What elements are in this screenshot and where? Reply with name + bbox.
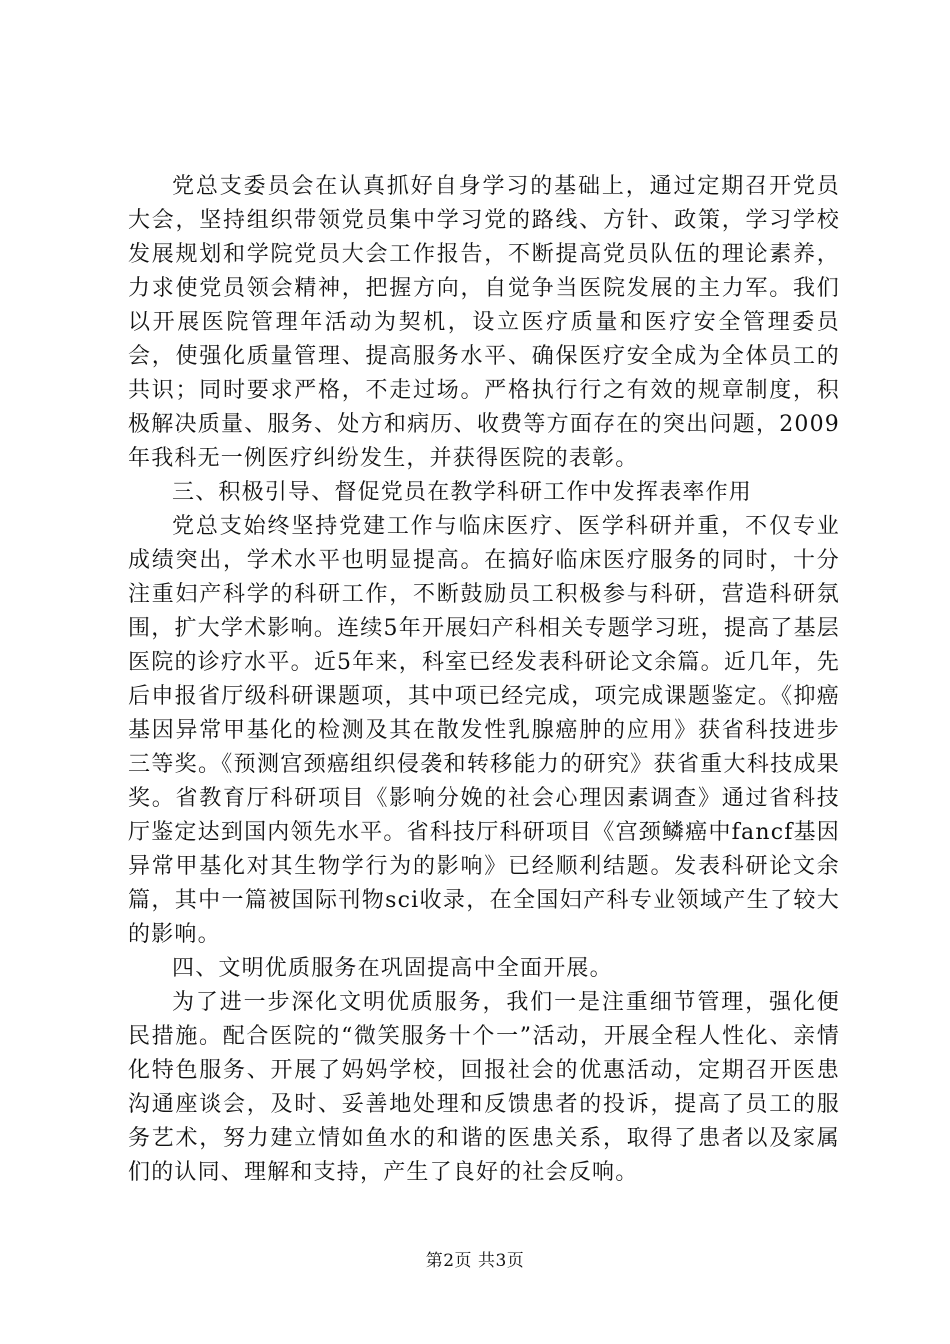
paragraph-service: 为了进一步深化文明优质服务，我们一是注重细节管理，强化便民措施。配合医院的“微笑服务十个一”活动，开展全程人性化、亲情化特色服务、开展了妈妈学校，回报社会的优惠活动，定期召开医患沟通座谈会，及时、妥善地处理和反馈患者的投诉，提高了员工的服务艺术，努力建立情如鱼水的和谐的医患关系，取得了患者以及家属们的认同、理解和支持，产生了良好的社会反响。 (128, 990, 840, 1185)
page-number-footer: 第2页 共3页 (425, 1251, 525, 1271)
section-heading-three: 三、积极引导、督促党员在教学科研工作中发挥表率作用 (172, 480, 753, 505)
section-heading-four: 四、文明优质服务在巩固提高中全面开展。 (172, 956, 613, 981)
document-body (128, 170, 840, 1190)
paragraph-research: 党总支始终坚持党建工作与临床医疗、医学科研并重，不仅专业成绩突出，学术水平也明显提高。在搞好临床医疗服务的同时，十分注重妇产科学的科研工作，不断鼓励员工积极参与科研，营造科研氛围，扩大学术影响。连续5年开展妇产科相关专题学习班，提高了基层医院的诊疗水平。近5年来，科室已经发表科研论文余篇。近几年，先后申报省厅级科研课题项，其中项已经完成，项完成课题鉴定。《抑癌基因异常甲基化的检测及其在散发性乳腺癌肿的应用》获省科技进步三等奖。《预测宫颈癌组织侵袭和转移能力的研究》获省重大科技成果奖。省教育厅科研项目《影响分娩的社会心理因素调查》通过省科技厅鉴定达到国内领先水平。省科技厅科研项目《宫颈鳞癌中fancf基因异常甲基化对其生物学行为的影响》已经顺利结题。发表科研论文余篇，其中一篇被国际刊物sci收录，在全国妇产科专业领域产生了较大的影响。 (128, 514, 840, 947)
paragraph-party-study: 党总支委员会在认真抓好自身学习的基础上，通过定期召开党员大会，坚持组织带领党员集中学习党的路线、方针、政策，学习学校发展规划和学院党员大会工作报告，不断提高党员队伍的理论素养，力求使党员领会精神，把握方向，自觉争当医院发展的主力军。我们以开展医院管理年活动为契机，设立医疗质量和医疗安全管理委员会，使强化质量管理、提高服务水平、确保医疗安全成为全体员工的共识；同时要求严格，不走过场。严格执行行之有效的规章制度，积极解决质量、服务、处方和病历、收费等方面存在的突出问题，2009年我科无一例医疗纠纷发生，并获得医院的表彰。 (128, 174, 840, 471)
